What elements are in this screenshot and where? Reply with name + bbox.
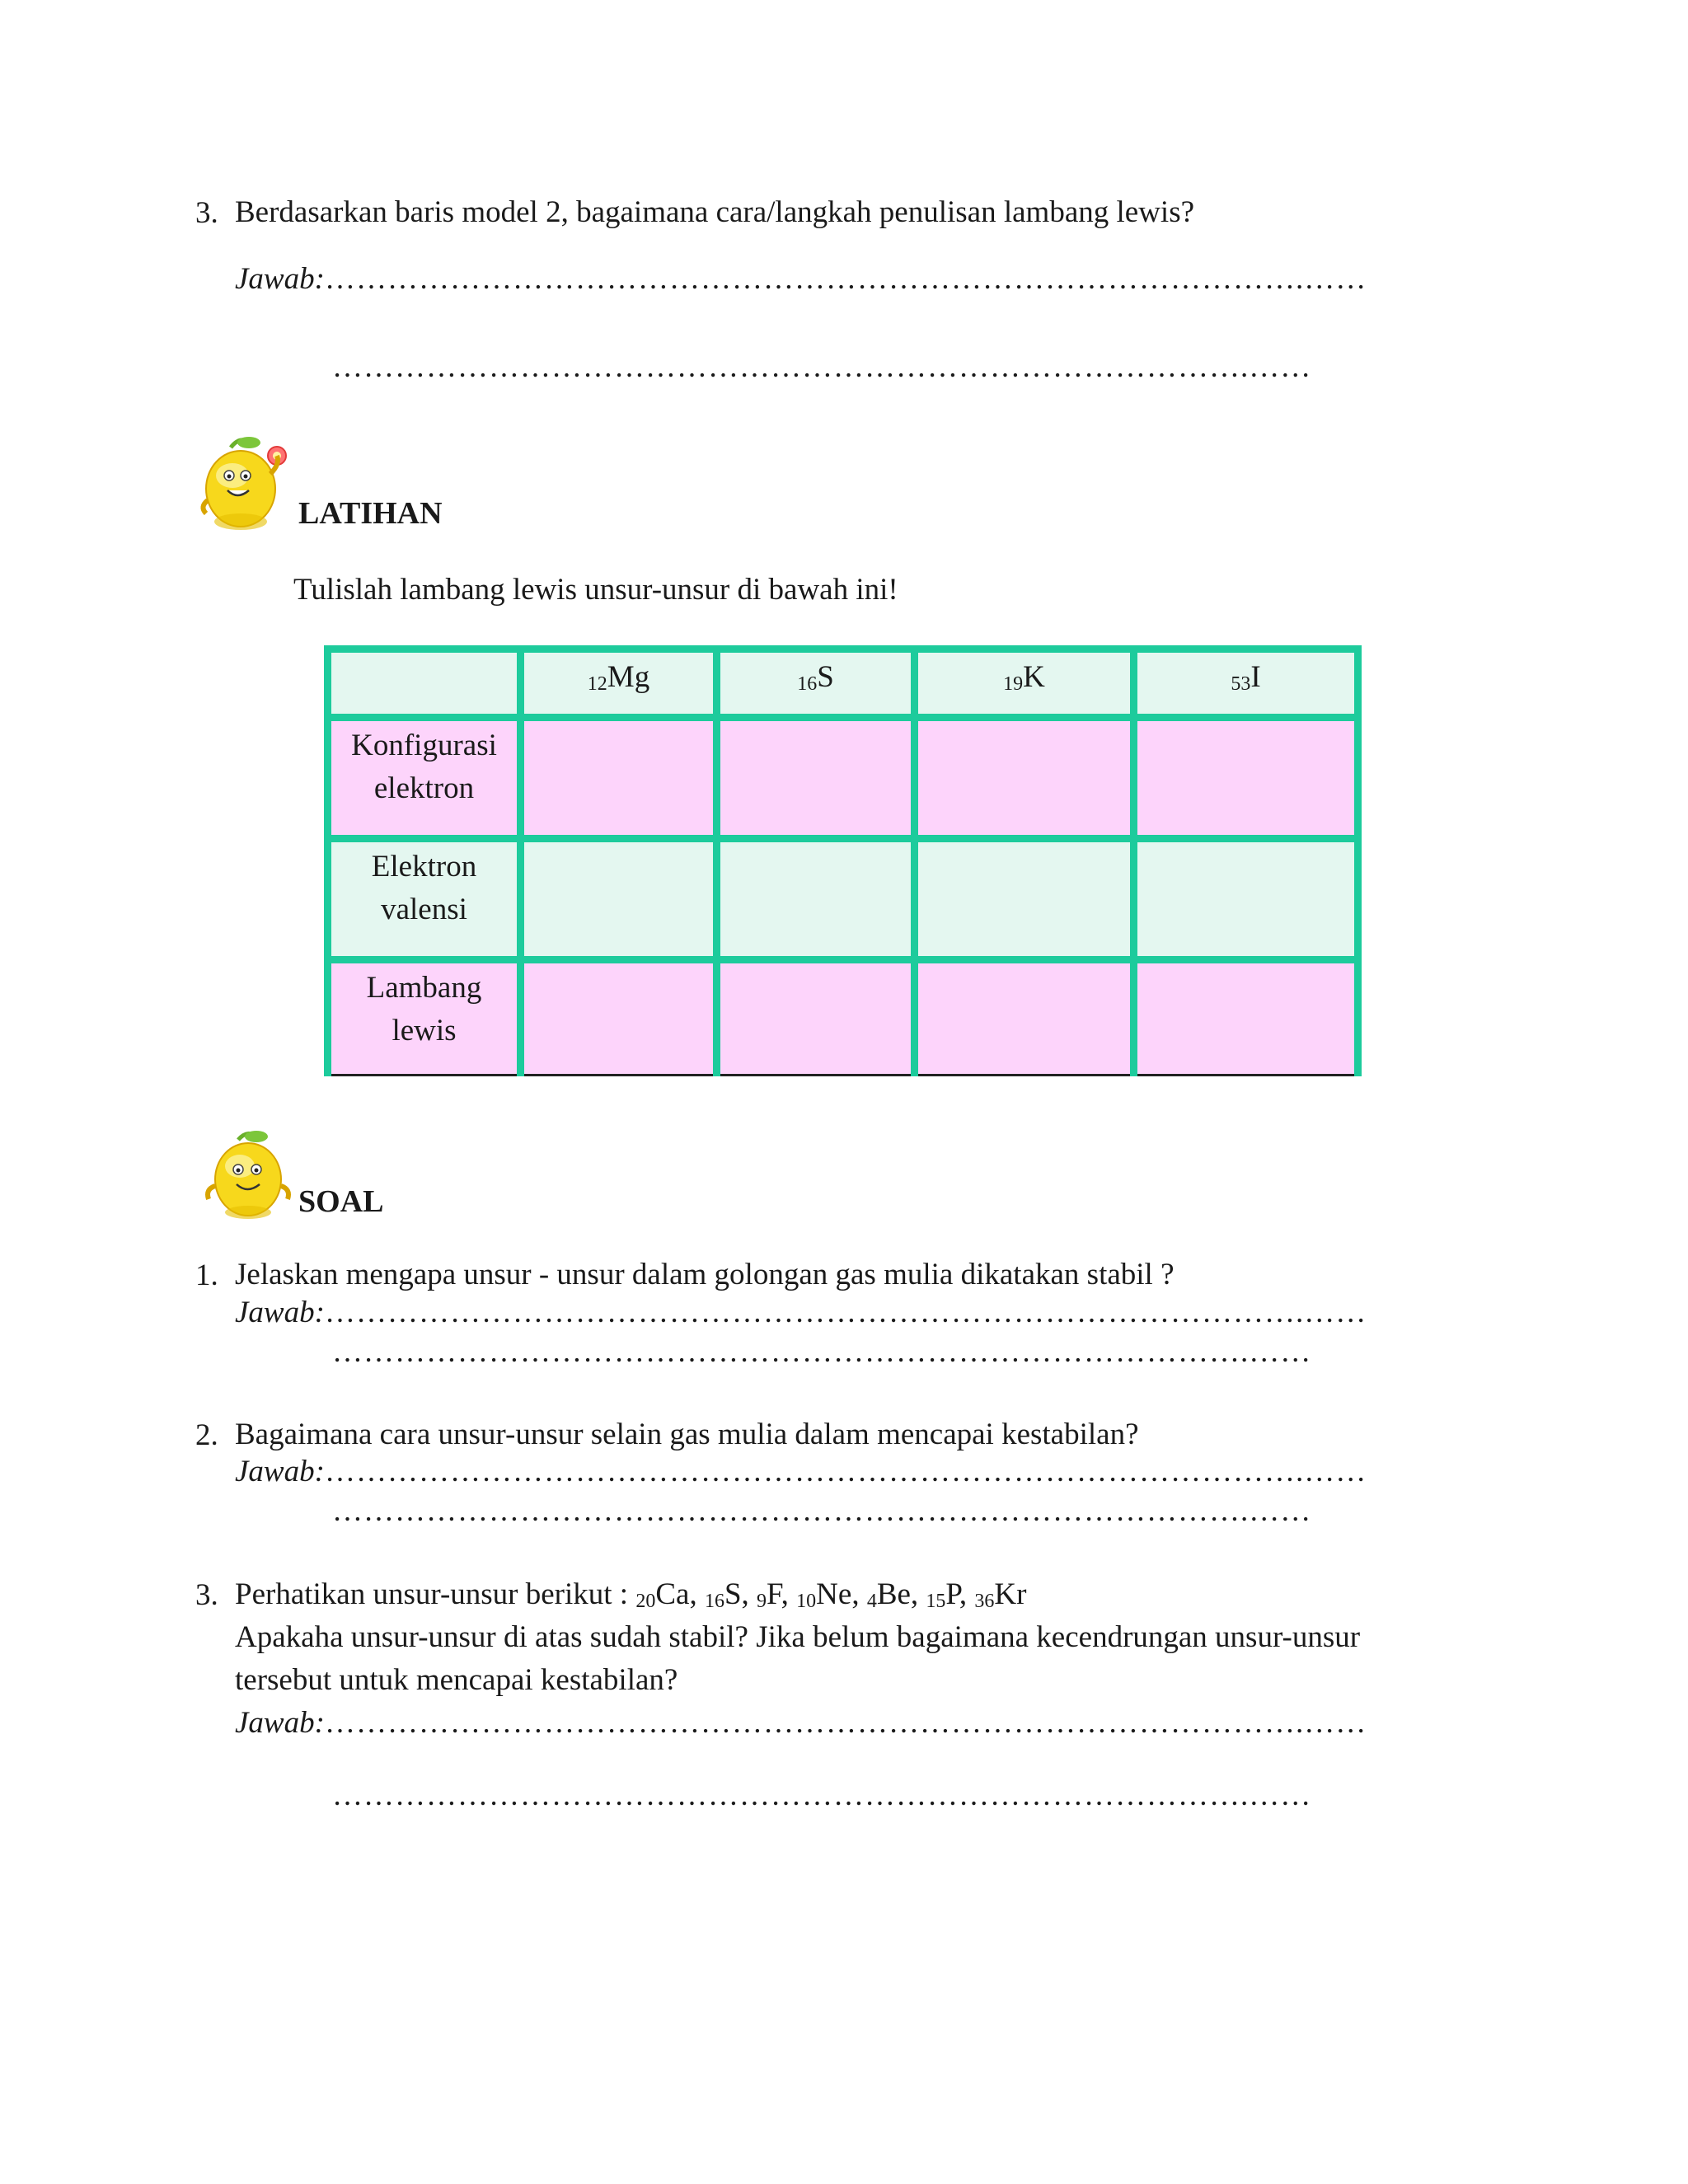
element-symbol: $_4$Be, (866, 1577, 926, 1612)
instruction-text: Tulislah lambang lewis unsur-unsur di bawah ini! (293, 573, 898, 607)
table-corner-cell (328, 649, 521, 718)
answer-label: Jawab: (235, 1455, 325, 1488)
answer-cell[interactable] (717, 718, 915, 839)
table-header-cell: $_{53}$I (1134, 649, 1358, 718)
table-row (328, 718, 1358, 839)
answer-dots: ………………………………………………………………………………….…… (324, 1455, 1367, 1488)
answer-line[interactable] (235, 1706, 1367, 1741)
answer-line-2[interactable]: …………………………………………………………………………….…… (332, 1494, 1312, 1528)
mascot-icon (200, 1123, 299, 1222)
answer-cell[interactable] (915, 960, 1134, 1076)
question-number: 3. (195, 1578, 218, 1612)
answer-label: Jawab: (235, 1706, 325, 1740)
element-symbol: $_9$F, (757, 1577, 797, 1612)
table-header-cell: $_{19}$K (915, 649, 1134, 718)
answer-line-2[interactable]: …………………………………………………………………………….…… (332, 350, 1312, 384)
table-header-cell: $_{12}$Mg (521, 649, 717, 718)
row-label-cell: Elektron valensi (328, 839, 521, 960)
row-label-cell: Lambang lewis (328, 960, 521, 1076)
element-symbol: $_{15}$P, (926, 1577, 975, 1612)
section-heading-soal: SOAL (298, 1184, 384, 1219)
answer-cell[interactable] (915, 718, 1134, 839)
lewis-exercise-table (324, 645, 1362, 1076)
question-number: 2. (195, 1418, 218, 1452)
answer-line[interactable] (235, 262, 1367, 298)
section-heading-latihan: LATIHAN (298, 496, 443, 531)
question-text: Jelaskan mengapa unsur - unsur dalam golongan gas mulia dikatakan stabil ? (235, 1258, 1175, 1291)
element-symbol: $_{36}$Kr (974, 1577, 1027, 1612)
table-header-row (328, 649, 1358, 718)
element-list (635, 1577, 1026, 1611)
table-row (328, 839, 1358, 960)
answer-cell[interactable] (1134, 960, 1358, 1076)
table-row (328, 960, 1358, 1076)
question-text: Perhatikan unsur-unsur berikut : $_{20}$Ca, $_{16}$S, $_9$F, $_{10}$Ne, $_4$Be, $_{15}$P, $_{36}$Kr (235, 1577, 1027, 1612)
answer-dots: ………………………………………………………………………………….…… (324, 262, 1367, 296)
answer-cell[interactable] (521, 960, 717, 1076)
element-symbol: $_{20}$Ca, (635, 1577, 705, 1612)
row-label-cell: Konfigurasi elektron (328, 718, 521, 839)
question-number: 3. (195, 196, 218, 230)
question-text: Berdasarkan baris model 2, bagaimana cara/langkah penulisan lambang lewis? (235, 195, 1195, 229)
answer-label: Jawab: (235, 1296, 325, 1329)
question-text-line-2: Apakaha unsur-unsur di atas sudah stabil? Jika belum bagaimana kecendrungan unsur-unsur (235, 1620, 1361, 1654)
answer-cell[interactable] (1134, 839, 1358, 960)
answer-cell[interactable] (915, 839, 1134, 960)
mascot-waving-icon (198, 424, 297, 532)
answer-line[interactable] (235, 1296, 1367, 1331)
answer-dots: ………………………………………………………………………………….…… (324, 1706, 1367, 1740)
answer-cell[interactable] (521, 718, 717, 839)
answer-cell[interactable] (717, 839, 915, 960)
element-symbol: $_{10}$Ne, (796, 1577, 867, 1612)
question-number: 1. (195, 1258, 218, 1292)
question-text: Bagaimana cara unsur-unsur selain gas mulia dalam mencapai kestabilan? (235, 1418, 1139, 1451)
answer-dots: ………………………………………………………………………………….…… (324, 1296, 1367, 1329)
table-header-cell: $_{16}$S (717, 649, 915, 718)
answer-line[interactable] (235, 1455, 1367, 1490)
answer-label: Jawab: (235, 262, 325, 296)
answer-line-2[interactable]: …………………………………………………………………………….…… (332, 1779, 1312, 1812)
answer-cell[interactable] (521, 839, 717, 960)
element-symbol: $_{16}$S, (704, 1577, 757, 1612)
answer-cell[interactable] (717, 960, 915, 1076)
answer-cell[interactable] (1134, 718, 1358, 839)
answer-line-2[interactable]: …………………………………………………………………………….…… (332, 1335, 1312, 1369)
question-text-line-3: tersebut untuk mencapai kestabilan? (235, 1663, 678, 1697)
